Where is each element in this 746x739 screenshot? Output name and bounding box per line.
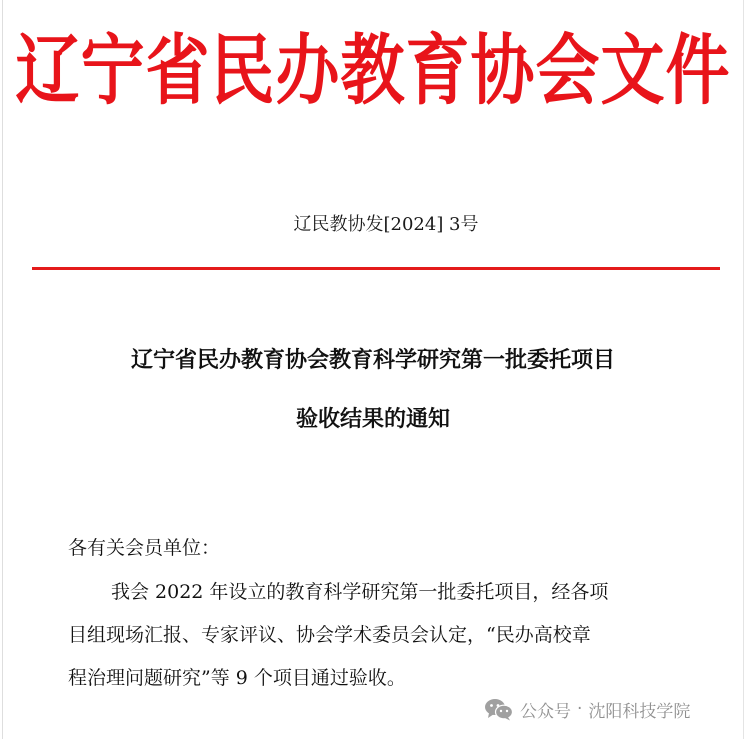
document-number: 辽民教协发[2024] 3号 bbox=[293, 214, 479, 235]
watermark-separator: · bbox=[577, 699, 583, 719]
red-divider-line bbox=[32, 267, 720, 270]
wechat-icon bbox=[484, 697, 514, 721]
notice-title-line1: 辽宁省民办教育协会教育科学研究第一批委托项目 bbox=[130, 348, 615, 373]
document-header-title: 辽宁省民办教育协会文件 bbox=[15, 27, 731, 117]
notice-title-line2: 验收结果的通知 bbox=[295, 407, 450, 432]
watermark-label: 公众号 bbox=[520, 701, 571, 722]
wechat-watermark bbox=[484, 696, 690, 722]
body-paragraph-line2: 目组现场汇报、专家评议、协会学术委员会认定，“民办高校章 bbox=[68, 624, 591, 646]
body-paragraph-line3: 程治理问题研究”等 9 个项目通过验收。 bbox=[68, 667, 406, 689]
body-paragraph-line1: 我会 2022 年设立的教育科学研究第一批委托项目，经各项 bbox=[111, 581, 609, 603]
watermark-account: 沈阳科技学院 bbox=[588, 701, 691, 722]
salutation: 各有关会员单位： bbox=[68, 537, 221, 559]
